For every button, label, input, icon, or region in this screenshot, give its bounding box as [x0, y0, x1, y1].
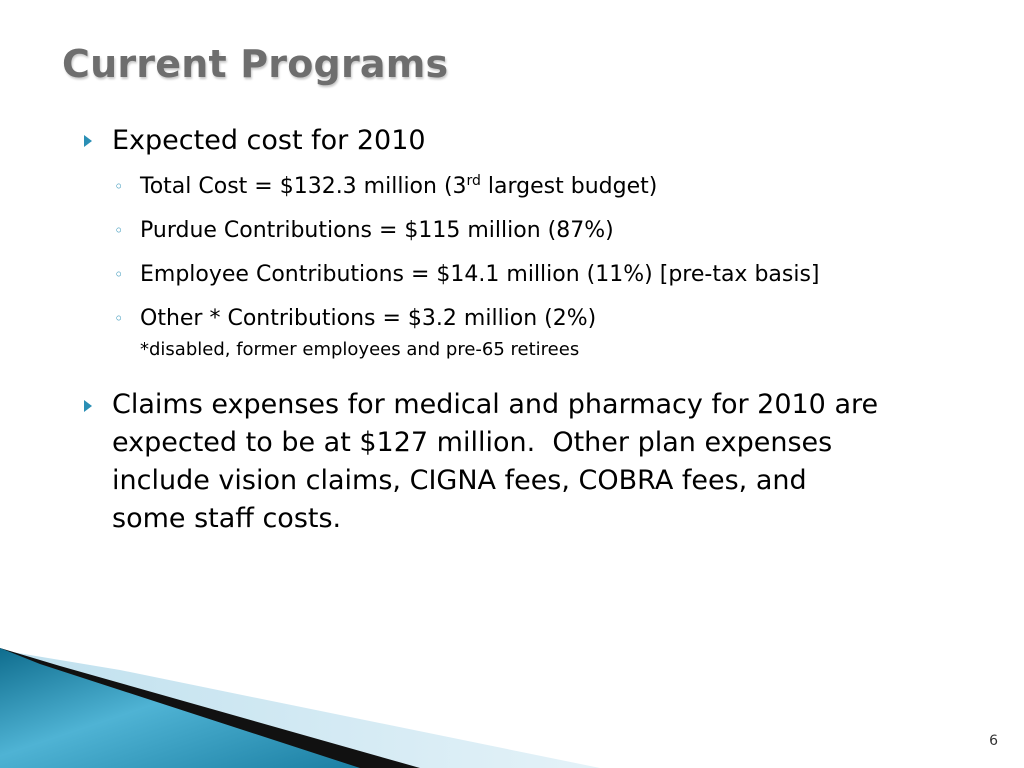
total-cost-text: Total Cost = $132.3 million (3	[140, 174, 467, 199]
page-number: 6	[989, 733, 998, 749]
sub-item-other-contributions: Other * Contributions = $3.2 million (2%)	[140, 306, 597, 331]
superscript-rd: rd	[466, 173, 481, 189]
sub-item-purdue-contributions: Purdue Contributions = $115 million (87%)	[140, 218, 614, 243]
bullet-expected-cost: Expected cost for 2010	[112, 125, 426, 156]
sub-item-employee-contributions: Employee Contributions = $14.1 million (11%) [pre-tax basis]	[140, 262, 820, 287]
slide-title: Current Programs	[62, 42, 449, 86]
circle-bullet-icon: ◦	[114, 265, 124, 284]
claims-line: include vision claims, CIGNA fees, COBRA fees, and	[112, 465, 807, 496]
circle-bullet-icon: ◦	[114, 221, 124, 240]
claims-line: Claims expenses for medical and pharmacy for 2010 are	[112, 389, 879, 420]
claims-line: some staff costs.	[112, 503, 342, 534]
total-cost-suffix: largest budget)	[480, 174, 658, 199]
claims-line: expected to be at $127 million. Other plan expenses	[112, 427, 833, 458]
circle-bullet-icon: ◦	[114, 177, 124, 196]
footnote-disabled: *disabled, former employees and pre-65 retirees	[140, 339, 580, 360]
circle-bullet-icon: ◦	[114, 309, 124, 328]
